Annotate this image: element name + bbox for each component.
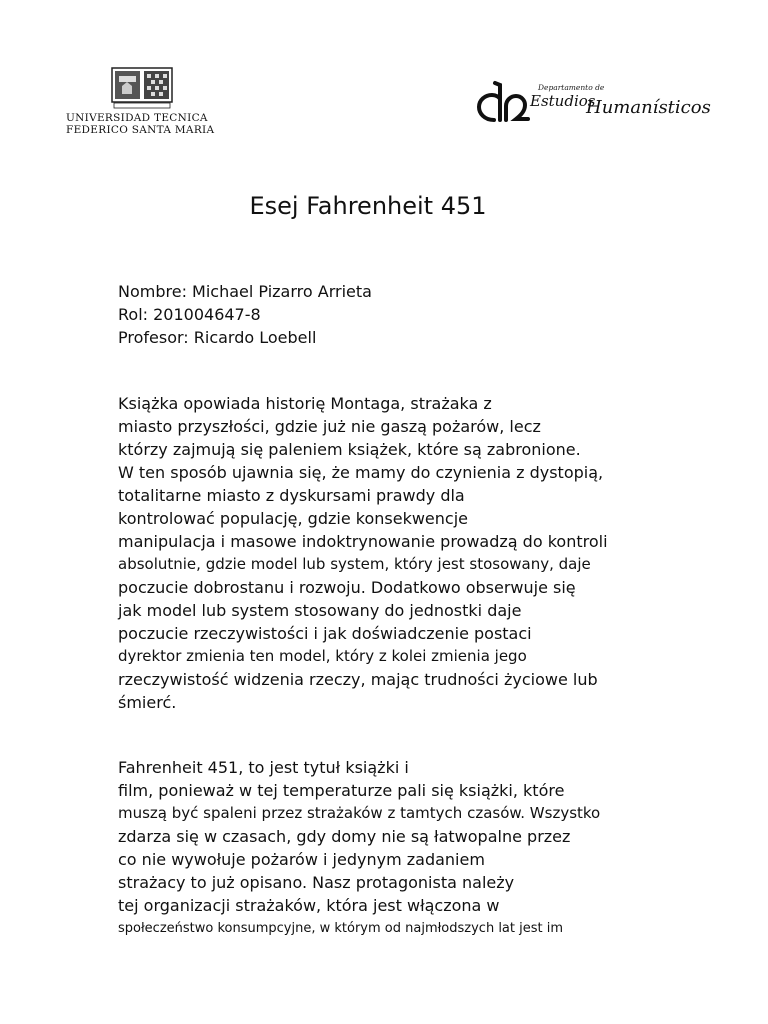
text-line: muszą być spaleni przez strażaków z tamtych czasów. Wszystko — [118, 804, 601, 822]
text-line: co nie wywołuje pożarów i jedynym zadaniem — [118, 850, 485, 869]
department-humanisticos: Humanísticos — [586, 97, 711, 118]
text-line: tej organizacji strażaków, która jest włączona w — [118, 896, 500, 915]
text-line: absolutnie, gdzie model lub system, który jest stosowany, daje — [118, 555, 591, 573]
utfsm-logo — [66, 66, 218, 140]
text-line: miasto przyszłości, gdzie już nie gaszą pożarów, lecz — [118, 417, 541, 436]
text-line: kontrolować populację, gdzie konsekwencje — [118, 509, 468, 528]
author-name: Nombre: Michael Pizarro Arrieta — [118, 282, 372, 301]
text-line: totalitarne miasto z dyskursami prawdy dla — [118, 486, 465, 505]
author-info — [118, 280, 372, 349]
paragraph-2 — [118, 756, 600, 940]
paragraph-1 — [118, 392, 608, 714]
university-name-line2: FEDERICO SANTA MARIA — [66, 124, 215, 136]
text-line: poczucie rzeczywistości i jak doświadczenie postaci — [118, 624, 532, 643]
student-rol: Rol: 201004647-8 — [118, 305, 261, 324]
text-line: manipulacja i masowe indoktrynowanie prowadzą do kontroli — [118, 532, 608, 551]
department-estudios: Estudios — [530, 92, 596, 110]
dh-monogram-icon — [474, 80, 530, 124]
document-title: Esej Fahrenheit 451 — [249, 192, 487, 220]
text-line: film, ponieważ w tej temperaturze pali się książki, które — [118, 781, 565, 800]
university-name-line1: UNIVERSIDAD TECNICA — [66, 112, 208, 124]
text-line: którzy zajmują się paleniem książek, które są zabronione. — [118, 440, 581, 459]
university-crest-icon — [110, 66, 174, 110]
text-line: Fahrenheit 451, to jest tytuł książki i — [118, 758, 409, 777]
text-line: W ten sposób ujawnia się, że mamy do czynienia z dystopią, — [118, 463, 604, 482]
text-line: śmierć. — [118, 693, 177, 712]
text-line: Książka opowiada historię Montaga, strażaka z — [118, 394, 492, 413]
text-line: dyrektor zmienia ten model, który z kolei zmienia jego — [118, 647, 527, 665]
professor-name: Profesor: Ricardo Loebell — [118, 328, 317, 347]
text-line: społeczeństwo konsumpcyjne, w którym od najmłodszych lat jest im — [118, 921, 564, 936]
text-line: rzeczywistość widzenia rzeczy, mając trudności życiowe lub — [118, 670, 598, 689]
text-line: strażacy to już opisano. Nasz protagonista należy — [118, 873, 515, 892]
text-line: zdarza się w czasach, gdy domy nie są łatwopalne przez — [118, 827, 571, 846]
text-line: jak model lub system stosowany do jednostki daje — [118, 601, 522, 620]
text-line: poczucie dobrostanu i rozwoju. Dodatkowo obserwuje się — [118, 578, 576, 597]
department-logo — [474, 80, 710, 128]
department-label: Departamento de — [538, 83, 605, 92]
